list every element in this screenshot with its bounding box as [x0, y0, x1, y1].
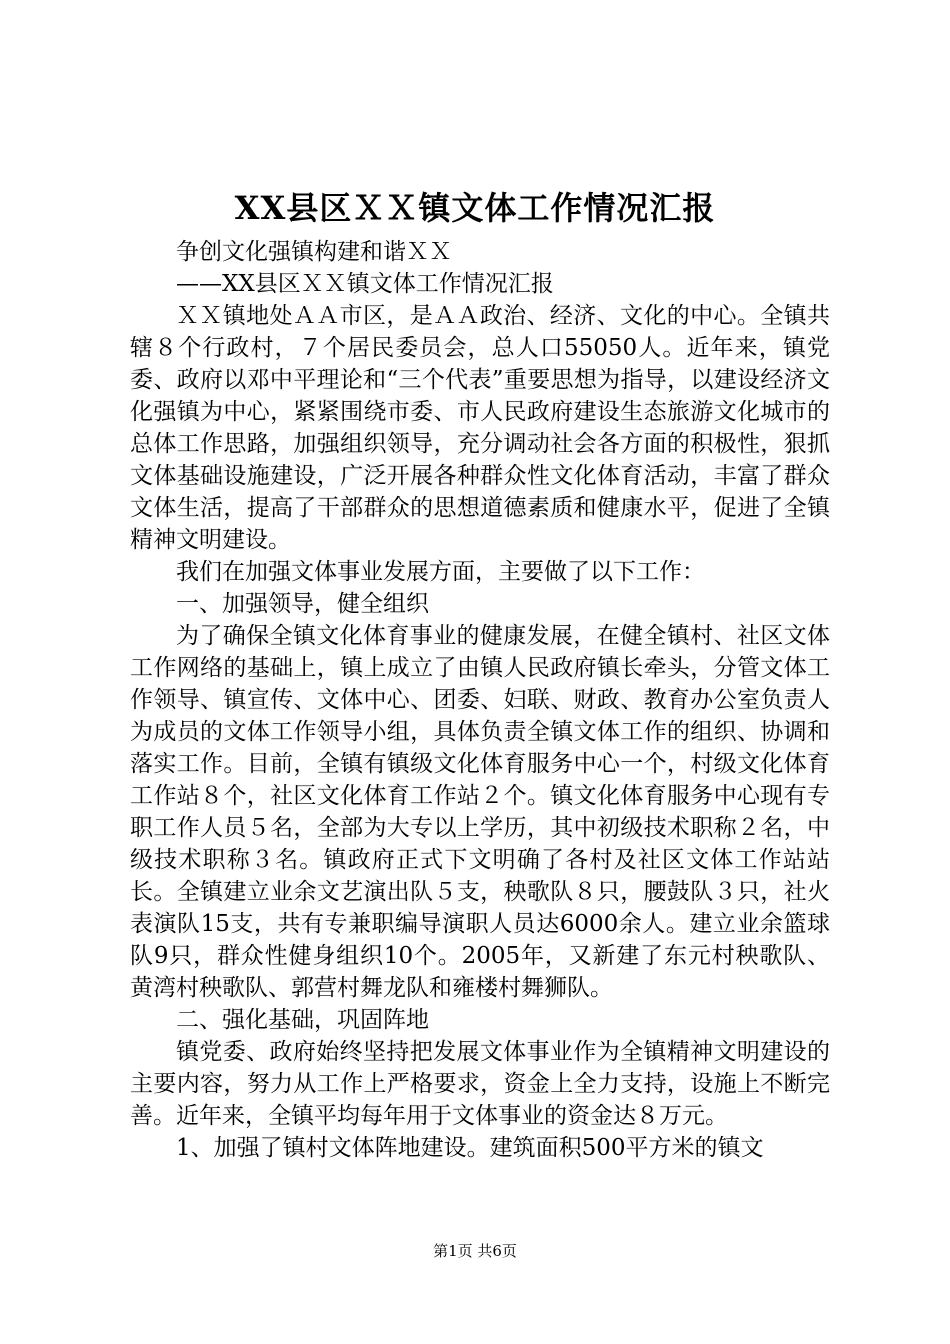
section-heading: 一、加强领导，健全组织 — [176, 591, 429, 617]
body-paragraph: 我们在加强文体事业发展方面，主要做了以下工作： — [176, 559, 705, 585]
body-paragraph: 1、加强了镇村文体阵地建设。建筑面积500平方米的镇文 — [176, 1135, 764, 1161]
subtitle-line: 争创文化强镇构建和谐ＸＸ — [176, 239, 452, 265]
body-paragraph: 为了确保全镇文化体育事业的健康发展，在健全镇村、社区文体工作网络的基础上，镇上成立了由镇人民政府镇长牵头，分管文体工作领导、镇宣传、文体中心、团委、妇联、财政、教育办公室负责人为成员的文体工作领导小组，具体负责全镇文体工作的组织、协调和落实工作。目前，全镇有镇级文化体育服务中心一个，村级文化体育工作站８个，社区文化体育工作站２个。镇文化体育服务中心现有专职工作人员５名，全部为大专以上学历，其中初级技术职称２名，中级技术职称３名。镇政府正式下文明确了各村及社区文体工作站站长。全镇建立业余文艺演出队５支，秧歌队８只，腰鼓队３只，社火表演队15支，共有专兼职编导演职人员达6000余人。建立业余篮球队9只，群众性健身组织10个。2005年，又新建了东元村秧歌队、黄湾村秧歌队、郭营村舞龙队和雍楼村舞狮队。 — [130, 623, 830, 1001]
body-paragraph: 镇党委、政府始终坚持把发展文体事业作为全镇精神文明建设的主要内容，努力从工作上严格要求，资金上全力支持，设施上不断完善。近年来，全镇平均每年用于文体事业的资金达８万元。 — [130, 1039, 830, 1129]
document-body — [130, 236, 830, 1164]
body-paragraph: ＸＸ镇地处ＡＡ市区，是ＡＡ政治、经济、文化的中心。全镇共辖８个行政村，７个居民委员会，总人口55050人。近年来，镇党委、政府以邓中平理论和“三个代表”重要思想为指导，以建设经济文化强镇为中心，紧紧围绕市委、市人民政府建设生态旅游文化城市的总体工作思路，加强组织领导，充分调动社会各方面的积极性，狠抓文体基础设施建设，广泛开展各种群众性文化体育活动，丰富了群众文体生活，提高了干部群众的思想道德素质和健康水平，促进了全镇精神文明建设。 — [130, 303, 830, 553]
page-footer: 第1页 共6页 — [433, 1242, 517, 1260]
document-title: XX县区ＸＸ镇文体工作情况汇报 — [234, 189, 716, 227]
subtitle-line: ——XX县区ＸＸ镇文体工作情况汇报 — [176, 271, 554, 297]
section-heading: 二、强化基础，巩固阵地 — [176, 1007, 429, 1033]
